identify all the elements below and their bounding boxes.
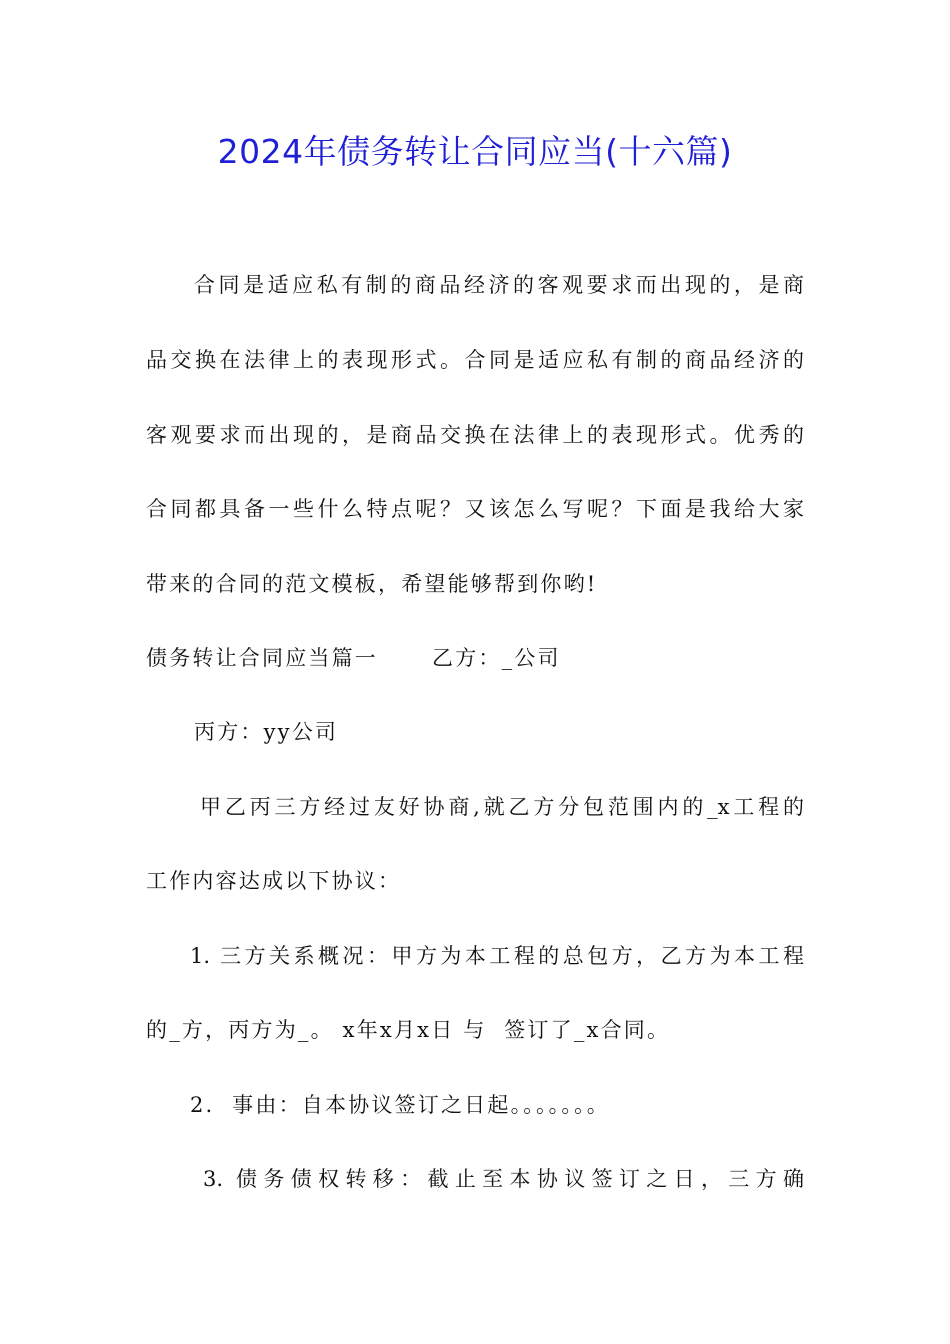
agreement-line-2: 工作内容达成以下协议： [146, 869, 402, 893]
intro-line-1 [194, 270, 804, 300]
intro-line-5: 带来的合同的范文模板，希望能够帮到你哟! [146, 572, 598, 596]
clause-text: 3. 债务债权转移：截止至本协议签订之日，三方确 [203, 1167, 804, 1191]
agreement-text: 甲乙丙三方经过友好协商,就乙方分包范围内的_x工程的 [200, 795, 804, 819]
clause-3-line-1 [203, 1164, 804, 1194]
document-title: 2024年债务转让合同应当(十六篇) [217, 132, 733, 171]
intro-text: 合同都具备一些什么特点呢？又该怎么写呢？下面是我给大家 [146, 497, 804, 521]
section-heading: 债务转让合同应当篇一 [146, 646, 378, 670]
party-b: 乙方：_公司 [432, 646, 561, 670]
intro-line-3 [146, 420, 804, 450]
clause-1-line-2: 的_方，丙方为_。 x年x月x日 与 签订了_x合同。 [146, 1018, 671, 1042]
agreement-line-1 [200, 792, 804, 822]
intro-text: 品交换在法律上的表现形式。合同是适应私有制的商品经济的 [146, 348, 804, 372]
intro-line-2 [146, 345, 804, 375]
clause-2: 2. 事由：自本协议签订之日起。。。。。。。 [190, 1093, 610, 1117]
clause-text: 1. 三方关系概况：甲方为本工程的总包方，乙方为本工程 [190, 944, 804, 968]
intro-line-4 [146, 494, 804, 524]
party-c: 丙方：yy公司 [194, 720, 339, 744]
intro-text: 合同是适应私有制的商品经济的客观要求而出现的，是商 [194, 273, 804, 297]
clause-1-line-1 [190, 941, 804, 971]
intro-text: 客观要求而出现的，是商品交换在法律上的表现形式。优秀的 [146, 423, 804, 447]
